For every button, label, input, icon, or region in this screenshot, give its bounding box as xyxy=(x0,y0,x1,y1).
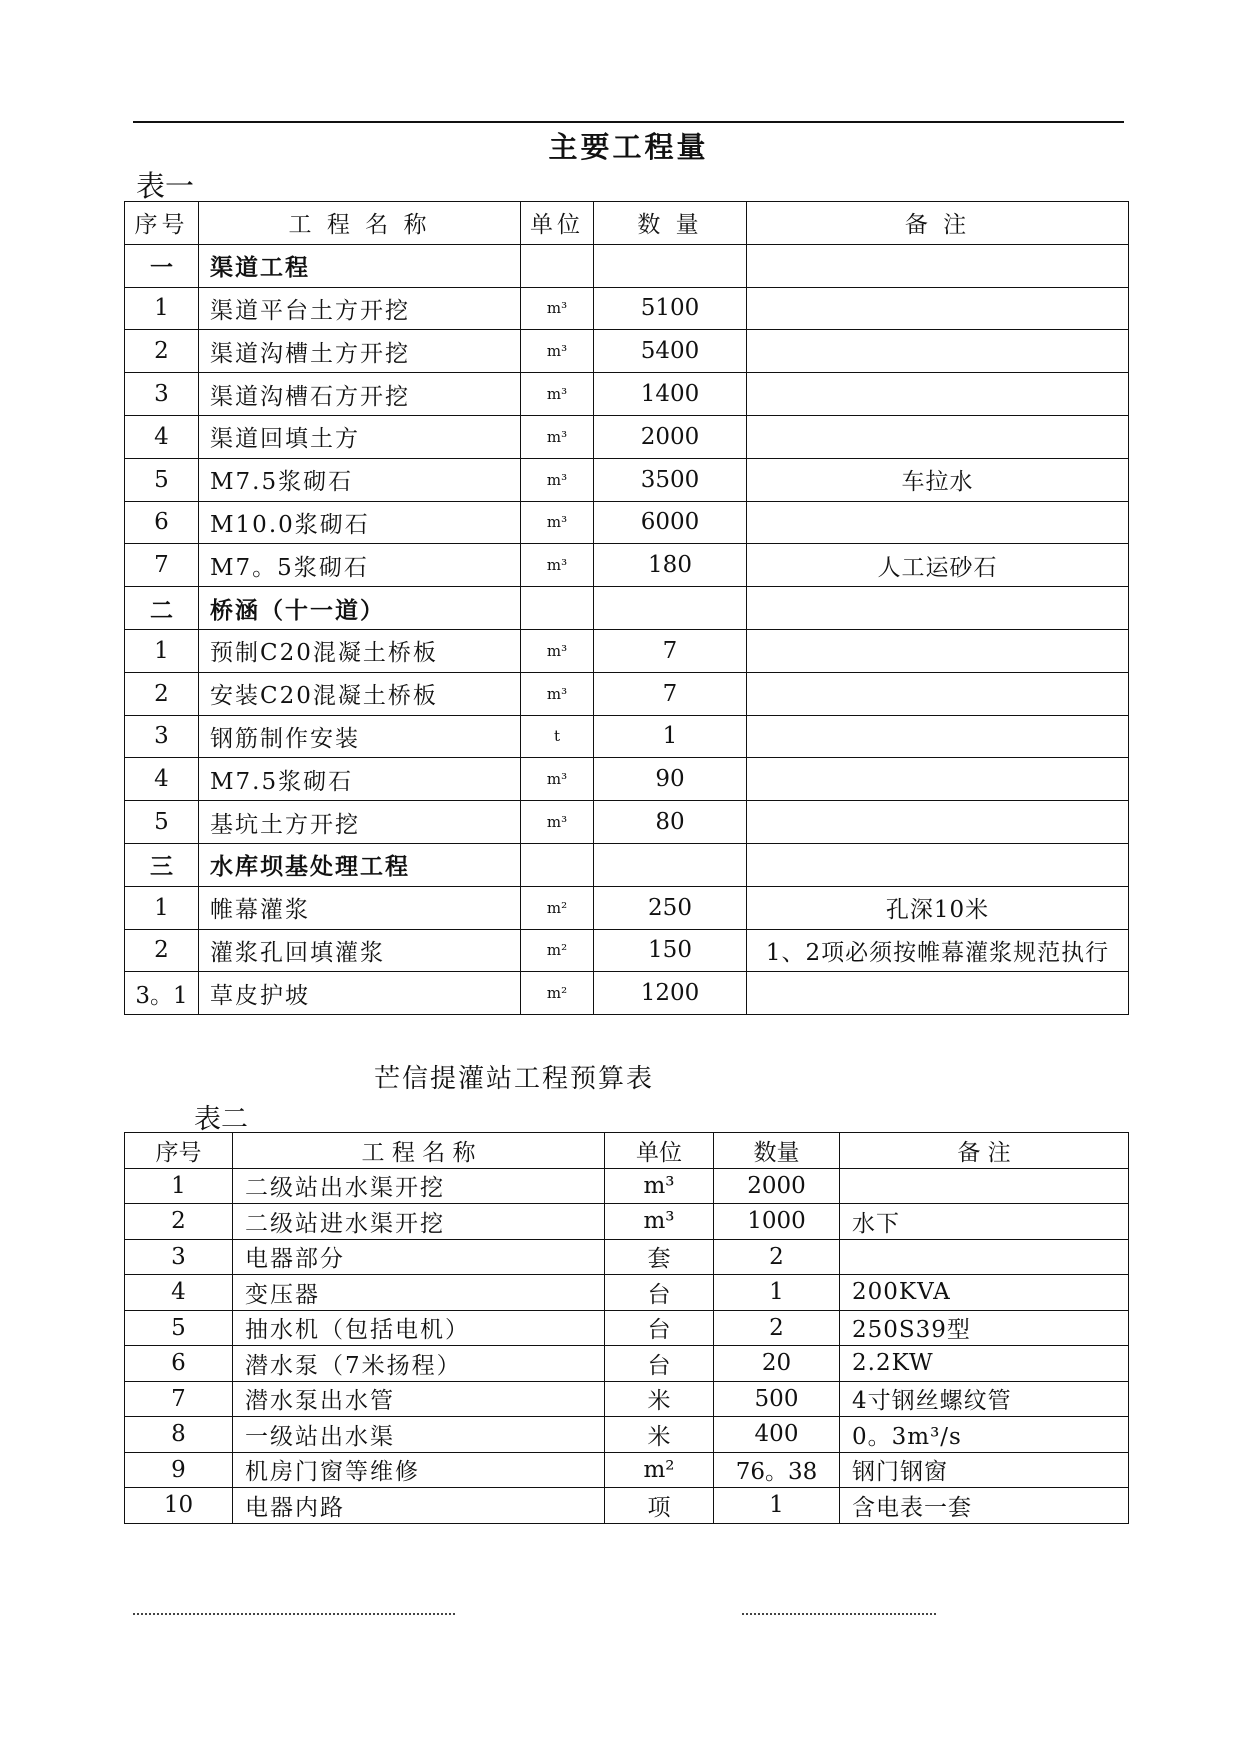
item-name: 渠道平台土方开挖 xyxy=(199,287,521,330)
unit-cell: m³ xyxy=(521,629,594,672)
item-name: M7。5浆砌石 xyxy=(199,544,521,587)
note-cell: 人工运砂石 xyxy=(747,544,1129,587)
table-row xyxy=(125,1204,1129,1240)
unit-cell: m³ xyxy=(521,672,594,715)
unit-cell: 台 xyxy=(605,1346,714,1382)
budget-table xyxy=(124,1132,1129,1524)
note-cell: 孔深10米 xyxy=(747,886,1129,929)
quantity-cell: 6000 xyxy=(594,501,747,544)
table-row xyxy=(125,1452,1129,1488)
unit-cell: 米 xyxy=(605,1381,714,1417)
quantity-cell: 2000 xyxy=(594,415,747,458)
row-number: 5 xyxy=(125,458,199,501)
table-row xyxy=(125,1275,1129,1311)
row-number: 3 xyxy=(125,715,199,758)
note-cell: 4寸钢丝螺纹管 xyxy=(840,1381,1129,1417)
quantity-cell: 1200 xyxy=(594,972,747,1015)
note-cell xyxy=(747,373,1129,416)
quantity-cell: 1 xyxy=(714,1275,840,1311)
item-name: 电器部分 xyxy=(233,1239,605,1275)
item-name: 机房门窗等维修 xyxy=(233,1452,605,1488)
column-header: 备 注 xyxy=(747,202,1129,245)
table-row xyxy=(125,458,1129,501)
note-cell xyxy=(747,715,1129,758)
unit-cell: 项 xyxy=(605,1488,714,1524)
item-name: 桥涵（十一道） xyxy=(199,587,521,630)
note-cell: 2.2KW xyxy=(840,1346,1129,1382)
item-name: 变压器 xyxy=(233,1275,605,1311)
note-cell: 200KVA xyxy=(840,1275,1129,1311)
note-cell: 水下 xyxy=(840,1204,1129,1240)
unit-cell xyxy=(521,587,594,630)
row-number: 5 xyxy=(125,801,199,844)
item-name: 渠道沟槽石方开挖 xyxy=(199,373,521,416)
unit-cell xyxy=(521,843,594,886)
item-name: M7.5浆砌石 xyxy=(199,458,521,501)
table-row xyxy=(125,1417,1129,1453)
note-cell: 1、2项必须按帷幕灌浆规范执行 xyxy=(747,929,1129,972)
row-number: 2 xyxy=(125,672,199,715)
quantity-cell: 7 xyxy=(594,629,747,672)
row-number: 4 xyxy=(125,758,199,801)
table-row xyxy=(125,330,1129,373)
quantity-cell: 1 xyxy=(594,715,747,758)
unit-cell xyxy=(521,244,594,287)
item-name: 钢筋制作安装 xyxy=(199,715,521,758)
item-name: 渠道沟槽土方开挖 xyxy=(199,330,521,373)
table-row xyxy=(125,1488,1129,1524)
note-cell xyxy=(747,287,1129,330)
quantity-cell: 1 xyxy=(714,1488,840,1524)
quantity-cell: 2 xyxy=(714,1239,840,1275)
table-row xyxy=(125,758,1129,801)
unit-cell: 台 xyxy=(605,1275,714,1311)
header-row xyxy=(125,1133,1129,1169)
table-row xyxy=(125,415,1129,458)
quantity-cell: 80 xyxy=(594,801,747,844)
note-cell xyxy=(747,244,1129,287)
unit-cell: m³ xyxy=(521,758,594,801)
column-header: 数 量 xyxy=(594,202,747,245)
table-row xyxy=(125,373,1129,416)
page-title: 主要工程量 xyxy=(548,130,709,164)
unit-cell: m³ xyxy=(521,544,594,587)
note-cell xyxy=(747,972,1129,1015)
row-number: 6 xyxy=(125,501,199,544)
column-header: 数量 xyxy=(714,1133,840,1169)
table-row xyxy=(125,886,1129,929)
item-name: 二级站进水渠开挖 xyxy=(233,1204,605,1240)
unit-cell: m² xyxy=(521,886,594,929)
table-row xyxy=(125,801,1129,844)
item-name: 水库坝基处理工程 xyxy=(199,843,521,886)
item-name: 潜水泵出水管 xyxy=(233,1381,605,1417)
unit-cell: 台 xyxy=(605,1310,714,1346)
unit-cell: m³ xyxy=(521,801,594,844)
row-number: 2 xyxy=(125,929,199,972)
header-rule xyxy=(133,121,1124,123)
row-number: 8 xyxy=(125,1417,233,1453)
item-name: 预制C20混凝土桥板 xyxy=(199,629,521,672)
quantity-cell: 90 xyxy=(594,758,747,801)
row-number: 9 xyxy=(125,1452,233,1488)
quantity-cell: 250 xyxy=(594,886,747,929)
quantity-cell: 150 xyxy=(594,929,747,972)
note-cell xyxy=(747,672,1129,715)
item-name: 潜水泵（7米扬程） xyxy=(233,1346,605,1382)
row-number: 7 xyxy=(125,544,199,587)
column-header: 备 注 xyxy=(840,1133,1129,1169)
unit-cell: m³ xyxy=(521,458,594,501)
row-number: 4 xyxy=(125,1275,233,1311)
table-row xyxy=(125,715,1129,758)
unit-cell: m² xyxy=(521,929,594,972)
row-number: 3。1 xyxy=(125,972,199,1015)
item-name: 抽水机（包括电机） xyxy=(233,1310,605,1346)
table-row xyxy=(125,1346,1129,1382)
quantity-cell: 2000 xyxy=(714,1168,840,1204)
row-number: 1 xyxy=(125,629,199,672)
item-name: 基坑土方开挖 xyxy=(199,801,521,844)
note-cell: 钢门钢窗 xyxy=(840,1452,1129,1488)
quantity-cell xyxy=(594,843,747,886)
table-row xyxy=(125,287,1129,330)
footer-dotted-line-left xyxy=(133,1613,455,1615)
note-cell: 0。3m³/s xyxy=(840,1417,1129,1453)
quantity-cell: 1400 xyxy=(594,373,747,416)
unit-cell: m³ xyxy=(605,1168,714,1204)
table2-title: 芒信提灌站工程预算表 xyxy=(373,1064,654,1094)
table-row xyxy=(125,1239,1129,1275)
column-header: 序号 xyxy=(125,1133,233,1169)
table-row xyxy=(125,1310,1129,1346)
table-row xyxy=(125,972,1129,1015)
note-cell: 含电表一套 xyxy=(840,1488,1129,1524)
note-cell xyxy=(840,1239,1129,1275)
column-header: 工 程 名 称 xyxy=(233,1133,605,1169)
unit-cell: m³ xyxy=(605,1204,714,1240)
column-header: 工 程 名 称 xyxy=(199,202,521,245)
item-name: 二级站出水渠开挖 xyxy=(233,1168,605,1204)
row-number: 2 xyxy=(125,330,199,373)
item-name: 一级站出水渠 xyxy=(233,1417,605,1453)
unit-cell: m³ xyxy=(521,415,594,458)
note-cell xyxy=(747,501,1129,544)
row-number: 5 xyxy=(125,1310,233,1346)
unit-cell: m³ xyxy=(521,330,594,373)
note-cell: 车拉水 xyxy=(747,458,1129,501)
column-header: 序号 xyxy=(125,202,199,245)
item-name: M10.0浆砌石 xyxy=(199,501,521,544)
quantity-cell: 7 xyxy=(594,672,747,715)
row-number: 1 xyxy=(125,1168,233,1204)
table-row xyxy=(125,672,1129,715)
note-cell xyxy=(747,629,1129,672)
row-number: 10 xyxy=(125,1488,233,1524)
note-cell xyxy=(840,1168,1129,1204)
note-cell xyxy=(747,801,1129,844)
note-cell xyxy=(747,758,1129,801)
item-name: 电器内路 xyxy=(233,1488,605,1524)
unit-cell: m² xyxy=(521,972,594,1015)
quantity-cell: 2 xyxy=(714,1310,840,1346)
row-number: 6 xyxy=(125,1346,233,1382)
row-number: 一 xyxy=(125,244,199,287)
quantity-cell: 5100 xyxy=(594,287,747,330)
table-row xyxy=(125,629,1129,672)
table-row xyxy=(125,1381,1129,1417)
row-number: 二 xyxy=(125,587,199,630)
item-name: M7.5浆砌石 xyxy=(199,758,521,801)
note-cell: 250S39型 xyxy=(840,1310,1129,1346)
table-row xyxy=(125,1168,1129,1204)
note-cell xyxy=(747,843,1129,886)
main-quantities-table xyxy=(124,201,1129,1015)
quantity-cell: 180 xyxy=(594,544,747,587)
unit-cell: 米 xyxy=(605,1417,714,1453)
quantity-cell: 76。38 xyxy=(714,1452,840,1488)
table-row xyxy=(125,544,1129,587)
row-number: 1 xyxy=(125,287,199,330)
unit-cell: m³ xyxy=(521,501,594,544)
table2-label: 表二 xyxy=(194,1104,248,1135)
unit-cell: t xyxy=(521,715,594,758)
column-header: 单位 xyxy=(521,202,594,245)
unit-cell: m² xyxy=(605,1452,714,1488)
item-name: 草皮护坡 xyxy=(199,972,521,1015)
item-name: 灌浆孔回填灌浆 xyxy=(199,929,521,972)
unit-cell: m³ xyxy=(521,373,594,416)
item-name: 渠道回填土方 xyxy=(199,415,521,458)
quantity-cell: 5400 xyxy=(594,330,747,373)
header-row xyxy=(125,202,1129,245)
unit-cell: m³ xyxy=(521,287,594,330)
note-cell xyxy=(747,587,1129,630)
note-cell xyxy=(747,330,1129,373)
row-number: 7 xyxy=(125,1381,233,1417)
quantity-cell: 3500 xyxy=(594,458,747,501)
row-number: 3 xyxy=(125,1239,233,1275)
section-row xyxy=(125,244,1129,287)
row-number: 三 xyxy=(125,843,199,886)
section-row xyxy=(125,843,1129,886)
table1-label: 表一 xyxy=(136,169,195,203)
quantity-cell: 400 xyxy=(714,1417,840,1453)
table-row xyxy=(125,929,1129,972)
quantity-cell: 20 xyxy=(714,1346,840,1382)
section-row xyxy=(125,587,1129,630)
unit-cell: 套 xyxy=(605,1239,714,1275)
item-name: 渠道工程 xyxy=(199,244,521,287)
footer-dotted-line-right xyxy=(742,1613,936,1615)
row-number: 1 xyxy=(125,886,199,929)
quantity-cell: 500 xyxy=(714,1381,840,1417)
row-number: 2 xyxy=(125,1204,233,1240)
row-number: 3 xyxy=(125,373,199,416)
note-cell xyxy=(747,415,1129,458)
table-row xyxy=(125,501,1129,544)
quantity-cell: 1000 xyxy=(714,1204,840,1240)
quantity-cell xyxy=(594,587,747,630)
item-name: 安装C20混凝土桥板 xyxy=(199,672,521,715)
column-header: 单位 xyxy=(605,1133,714,1169)
row-number: 4 xyxy=(125,415,199,458)
item-name: 帷幕灌浆 xyxy=(199,886,521,929)
quantity-cell xyxy=(594,244,747,287)
